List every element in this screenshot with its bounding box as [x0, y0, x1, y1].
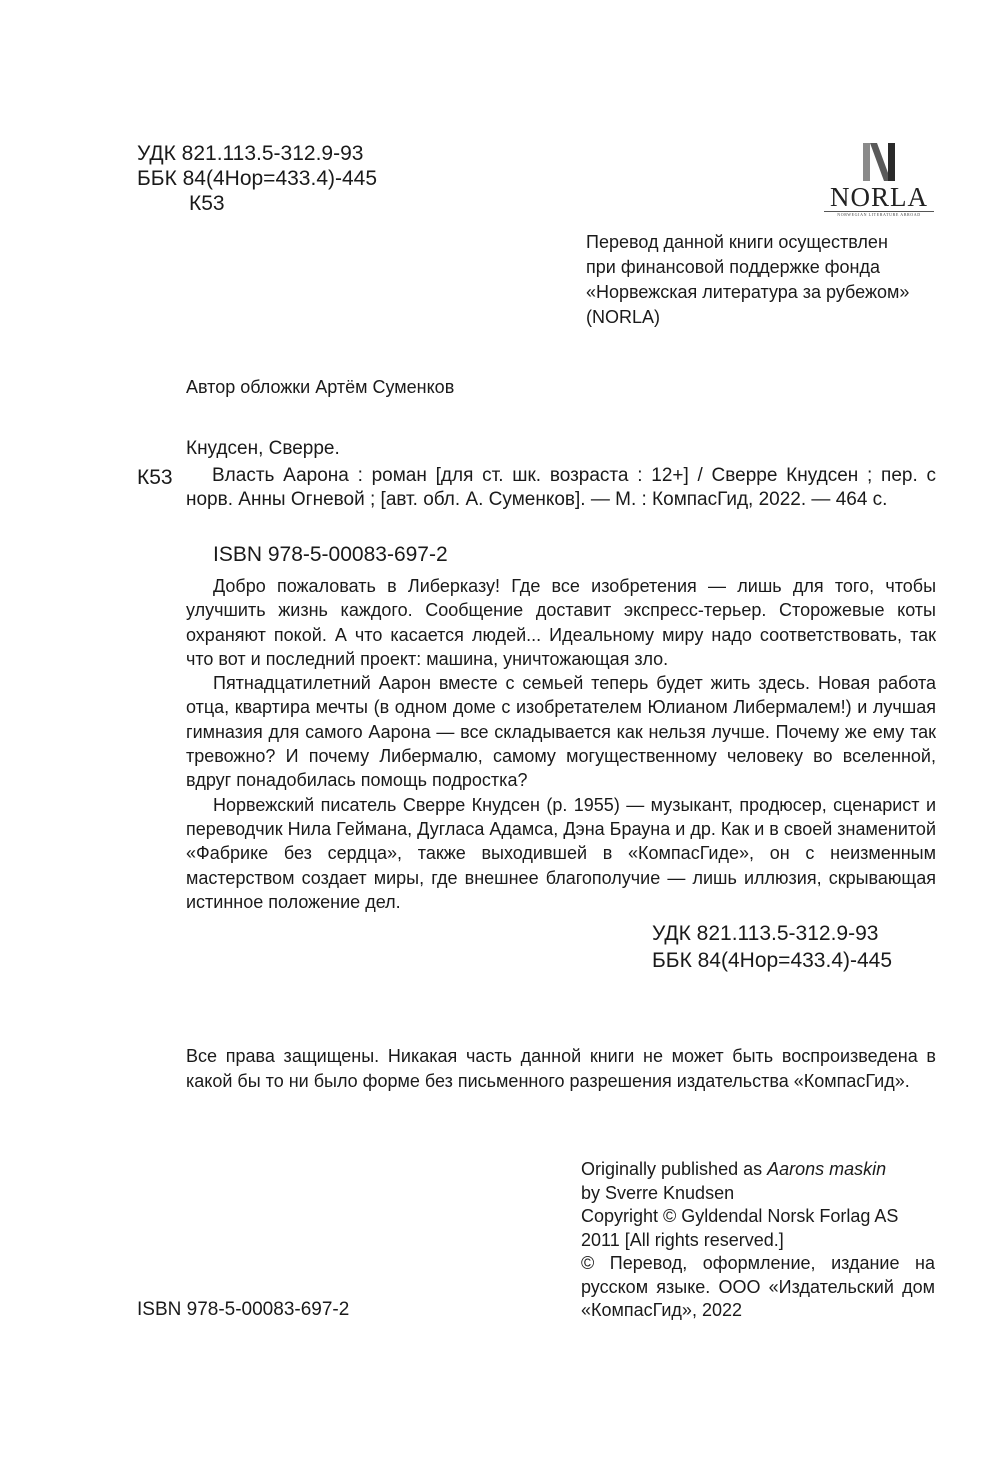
norla-logo — [822, 141, 936, 221]
norla-note-line: Перевод данной книги осуществлен — [586, 232, 888, 252]
norla-note-line: при финансовой поддержке фонда — [586, 257, 881, 277]
rights-notice: Все права защищены. Никакая часть данной книги не может быть воспроизведена в какой бы то ни было форме без письменного разрешения издательства «КомпасГид». — [186, 1046, 936, 1091]
annotation-paragraph: Добро пожаловать в Либерказу! Где все изобретения — лишь для того, чтобы улучшить жизнь каждого. Сообщение доставит экспресс-терьер. Сторожевые коты охраняют покой. А что касается людей... Идеальному миру надо соответствовать, так что вот и последний проект: машина, уничтожающая зло. — [186, 576, 936, 669]
annotation — [186, 574, 936, 914]
year-line: 2011 [All rights reserved.] — [581, 1229, 784, 1250]
catalog-isbn: ISBN 978-5-00083-697-2 — [213, 543, 448, 566]
classification-codes — [137, 141, 377, 216]
original-prefix: Originally published as — [581, 1159, 768, 1179]
bbk-code-bottom: ББК 84(4Нор=433.4)-445 — [652, 949, 893, 972]
norla-note-line: «Норвежская литература за рубежом» — [586, 282, 910, 302]
bibliographic-text: Власть Аарона : роман [для ст. шк. возраста : 12+] / Сверре Кнудсен ; пер. с норв. Анны Огневой ; [авт. обл. А. Суменков]. — М. : КомпасГид, 2022. — 464 с. — [186, 465, 936, 510]
catalog-codes-bottom — [652, 920, 892, 974]
author-sign: К53 — [189, 192, 225, 215]
catalog-code: К53 — [137, 466, 173, 489]
copyright-line: Copyright © Gyldendal Norsk Forlag AS — [581, 1206, 899, 1226]
original-title: Aarons maskin — [767, 1159, 887, 1179]
norla-note-line: (NORLA) — [586, 307, 661, 327]
udk-code: УДК 821.113.5-312.9-93 — [137, 142, 364, 165]
bbk-code: ББК 84(4Нор=433.4)-445 — [137, 167, 378, 190]
norla-n-mark-icon — [859, 141, 899, 183]
udk-code-bottom: УДК 821.113.5-312.9-93 — [652, 922, 879, 945]
bibliographic-description — [186, 464, 936, 512]
norla-funding-note — [586, 230, 946, 330]
annotation-paragraph: Пятнадцатилетний Аарон вместе с семьей теперь будет жить здесь. Новая работа отца, квартира мечты (в одном доме с изобретателем Юлианом Либермалем!) и лучшая гимназия для самого Аарона — все складывается как нельзя лучше. Почему же ему так тревожно? И почему Либермалю, самому могущественному человеку во вселенной, вдруг понадобилась помощь подростка? — [186, 673, 936, 791]
cover-author: Автор обложки Артём Суменков — [186, 377, 455, 397]
logo-wordmark: NORLA — [830, 182, 928, 212]
catalog-author-heading: Кнудсен, Сверре. — [186, 438, 340, 459]
annotation-paragraph: Норвежский писатель Сверре Кнудсен (р. 1955) — музыкант, продюсер, сценарист и переводчик Нила Геймана, Дугласа Адамса, Дэна Брауна и др. Как и в своей знаменитой «Фабрике без сердца», также выходившей в «КомпасГиде», он с неизменным мастерством создает миры, где внешнее благополучие — лишь иллюзия, скрывающая истинное положение дел. — [186, 794, 936, 912]
by-line: by Sverre Knudsen — [581, 1182, 735, 1203]
logo-tagline: NORWEGIAN LITERATURE ABROAD — [837, 212, 921, 217]
original-publication — [581, 1158, 935, 1182]
copyright-block — [581, 1158, 935, 1323]
russian-edition-copyright: © Перевод, оформление, издание на русском языке. ООО «Издательский дом «КомпасГид», 2022 — [581, 1253, 935, 1320]
isbn-bottom: ISBN 978-5-00083-697-2 — [137, 1299, 350, 1320]
